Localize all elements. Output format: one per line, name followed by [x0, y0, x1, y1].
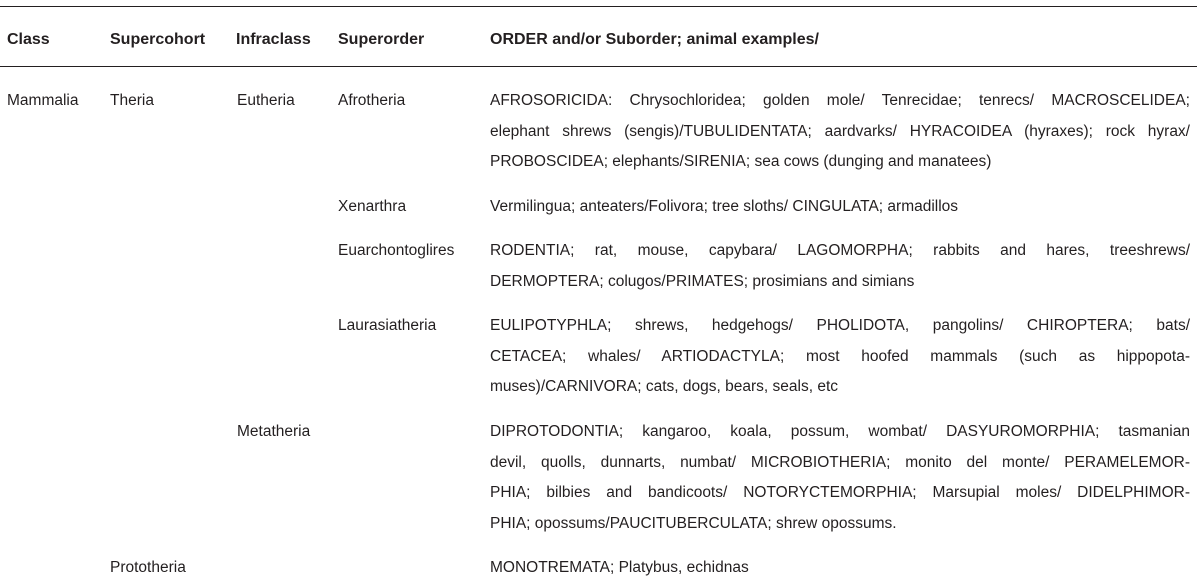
supercohort-cell: Prototheria [110, 559, 186, 576]
superorder-cell: Euarchontoglires [338, 242, 455, 259]
superorder-cell: Xenarthra [338, 198, 407, 215]
order-line: Vermilingua; anteaters/Folivora; tree sloths/ CINGULATA; armadillos [490, 198, 959, 215]
order-line: RODENTIA; rat, mouse, capybara/ LAGOMORPHA; rabbits and hares, treeshrews/ [490, 242, 1190, 259]
header-rule [0, 66, 1197, 67]
header-order: ORDER and/or Suborder; animal examples/ [490, 31, 819, 48]
order-line: muses)/CARNIVORA; cats, dogs, bears, seals, etc [490, 378, 839, 395]
header-superorder: Superorder [338, 31, 425, 48]
order-cell [490, 311, 1190, 403]
order-line: PHIA; bilbies and bandicoots/ NOTORYCTEMORPHIA; Marsupial moles/ DIDELPHIMOR- [490, 484, 1190, 501]
order-line: elephant shrews (sengis)/TUBULIDENTATA; aardvarks/ HYRACOIDEA (hyraxes); rock hyrax/ [490, 122, 1190, 140]
order-cell [490, 192, 1190, 223]
superorder-cell: Laurasiatheria [338, 317, 437, 334]
order-line: CETACEA; whales/ ARTIODACTYLA; most hoofed mammals (such as hippopota- [490, 347, 1190, 365]
header-infraclass: Infraclass [236, 31, 311, 48]
order-line: MONOTREMATA; Platybus, echidnas [490, 559, 749, 576]
order-line: AFROSORICIDA: Chrysochloridea; golden mole/ Tenrecidae; tenrecs/ MACROSCELIDEA; [490, 92, 1190, 109]
supercohort-cell: Theria [110, 92, 154, 109]
top-rule [0, 6, 1197, 7]
order-line: DERMOPTERA; colugos/PRIMATES; prosimians and simians [490, 272, 915, 290]
infraclass-cell: Metatheria [237, 423, 311, 440]
header-class: Class [7, 31, 50, 48]
superorder-cell: Afrotheria [338, 92, 406, 109]
order-cell [490, 86, 1190, 178]
order-line: devil, quolls, dunnarts, numbat/ MICROBIOTHERIA; monito del monte/ PERAMELEMOR- [490, 453, 1190, 471]
infraclass-cell: Eutheria [237, 92, 295, 109]
order-line: PROBOSCIDEA; elephants/SIRENIA; sea cows (dunging and manatees) [490, 153, 992, 170]
header-supercohort: Supercohort [110, 31, 206, 48]
class-cell: Mammalia [7, 92, 79, 109]
order-line: DIPROTODONTIA; kangaroo, koala, possum, wombat/ DASYUROMORPHIA; tasmanian [490, 423, 1190, 440]
order-line: EULIPOTYPHLA; shrews, hedgehogs/ PHOLIDOTA, pangolins/ CHIROPTERA; bats/ [490, 317, 1190, 334]
order-line: PHIA; opossums/PAUCITUBERCULATA; shrew opossums. [490, 514, 897, 532]
order-cell [490, 417, 1190, 539]
order-cell [490, 236, 1190, 297]
order-cell [490, 553, 1190, 584]
